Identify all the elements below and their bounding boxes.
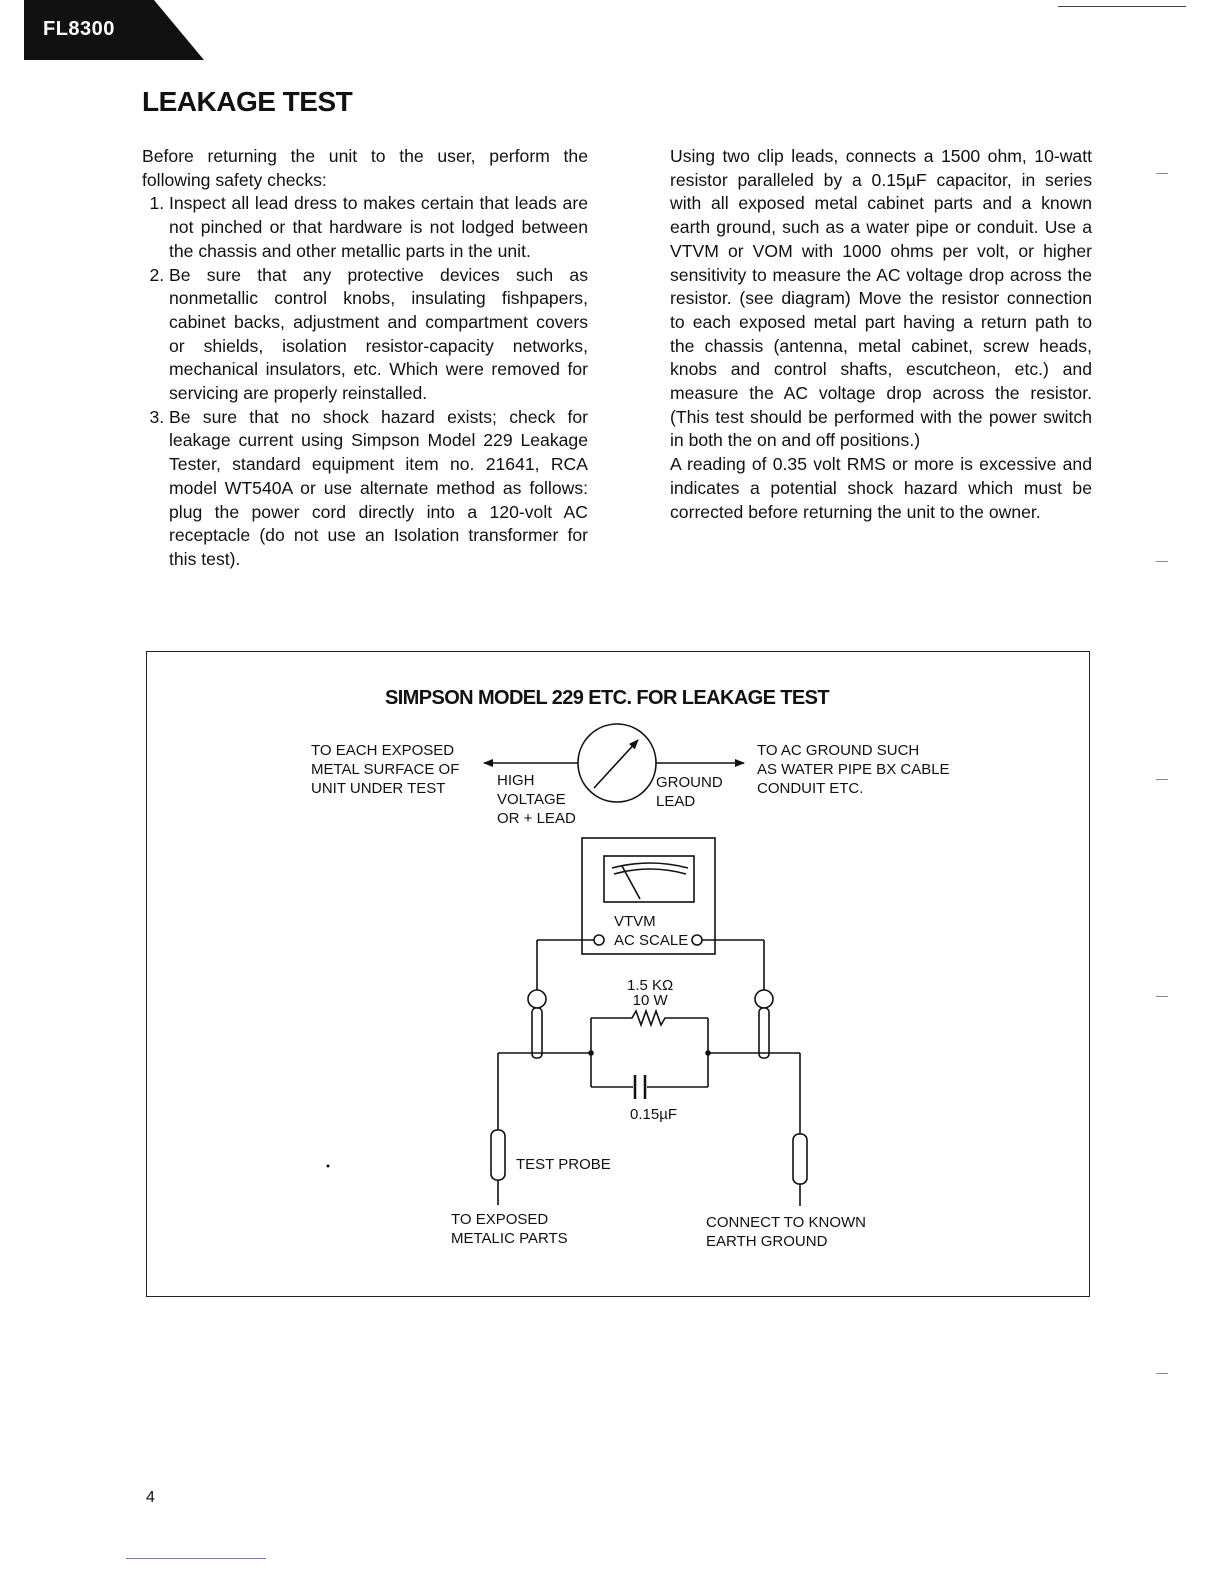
model-number: FL8300 [43, 18, 115, 40]
ground-lead-label: GROUND LEAD [656, 774, 723, 810]
vtvm-terminal-left [594, 935, 604, 945]
resistor-symbol [591, 1011, 708, 1025]
margin-mark [1156, 561, 1168, 562]
right-clip-body [759, 1008, 769, 1058]
resistor-label: 1.5 KΩ 10 W [627, 977, 674, 1009]
footer-rule [126, 1558, 266, 1559]
probe-left-target-label: TO EXPOSED METALIC PARTS [451, 1211, 568, 1247]
safety-check-item: 3. Be sure that no shock hazard exists; check for leakage current using Simpson Model 229 Leakage Tester, standard equipment item no. 21641, RCA model WT540A or use alternate method as follows: plug the power cord directly into a 120-volt AC receptacle (do not use an Isolation transformer for this test). [169, 406, 588, 572]
probe-right-target-label: CONNECT TO KNOWN EARTH GROUND [706, 1214, 867, 1250]
margin-mark [1156, 173, 1168, 174]
vtvm-label: VTVM [614, 913, 656, 930]
margin-mark [1156, 779, 1168, 780]
page-title: LEAKAGE TEST [142, 86, 353, 117]
safety-check-item: 1. Inspect all lead dress to makes certain that leads are not pinched or that hardware is not lodged between the chassis and other metallic parts in the unit. [169, 192, 588, 263]
margin-mark [1156, 996, 1168, 997]
left-clip-body [532, 1008, 542, 1058]
high-voltage-lead-label: HIGH VOLTAGE OR + LEAD [497, 772, 576, 827]
margin-mark [1156, 1373, 1168, 1374]
left-target-label: TO EACH EXPOSED METAL SURFACE OF UNIT UNDER TEST [311, 742, 460, 797]
ac-scale-label: AC SCALE [614, 932, 689, 949]
right-clip-head [755, 990, 773, 1008]
test-probe-right [793, 1134, 807, 1184]
left-clip-head [528, 990, 546, 1008]
diagram-title: SIMPSON MODEL 229 ETC. FOR LEAKAGE TEST [384, 687, 830, 709]
procedure-paragraph: Using two clip leads, connects a 1500 ohm, 10-watt resistor paralleled by a 0.15µF capacitor, in series with all exposed metal cabinet parts and a known earth ground, such as a water pipe or conduit. Use a VTVM or VOM with 1000 ohms per volt, or higher sensitivity to measure the AC voltage drop across the resistor. (see diagram) Move the resistor connection to each exposed metal part having a return path to the chassis (antenna, metal cabinet, screw heads, knobs and control shafts, escutcheon, etc.) and measure the AC voltage drop across the resistor. (This test should be performed with the power switch in both the on and off positions.) [670, 146, 1092, 451]
vtvm-terminal-right [692, 935, 702, 945]
result-paragraph: A reading of 0.35 volt RMS or more is excessive and indicates a potential shock hazard which must be corrected before returning the unit to the owner. [670, 454, 1092, 522]
intro-text: Before returning the unit to the user, perform the following safety checks: [142, 146, 588, 190]
test-probe-left [491, 1130, 505, 1180]
right-target-label: TO AC GROUND SUCH AS WATER PIPE BX CABLE CONDUIT ETC. [757, 742, 950, 797]
capacitor-label: 0.15µF [630, 1106, 677, 1123]
test-probe-label: TEST PROBE [516, 1156, 611, 1173]
meter-needle [594, 740, 638, 788]
safety-check-item: 2. Be sure that any protective devices such as nonmetallic control knobs, insulating fishpapers, cabinet backs, adjustment and compartment covers or shields, isolation resistor-capacity networks, mechanical insulators, etc. Which were removed for servicing are properly reinstalled. [169, 264, 588, 406]
page-number: 4 [146, 1489, 155, 1506]
